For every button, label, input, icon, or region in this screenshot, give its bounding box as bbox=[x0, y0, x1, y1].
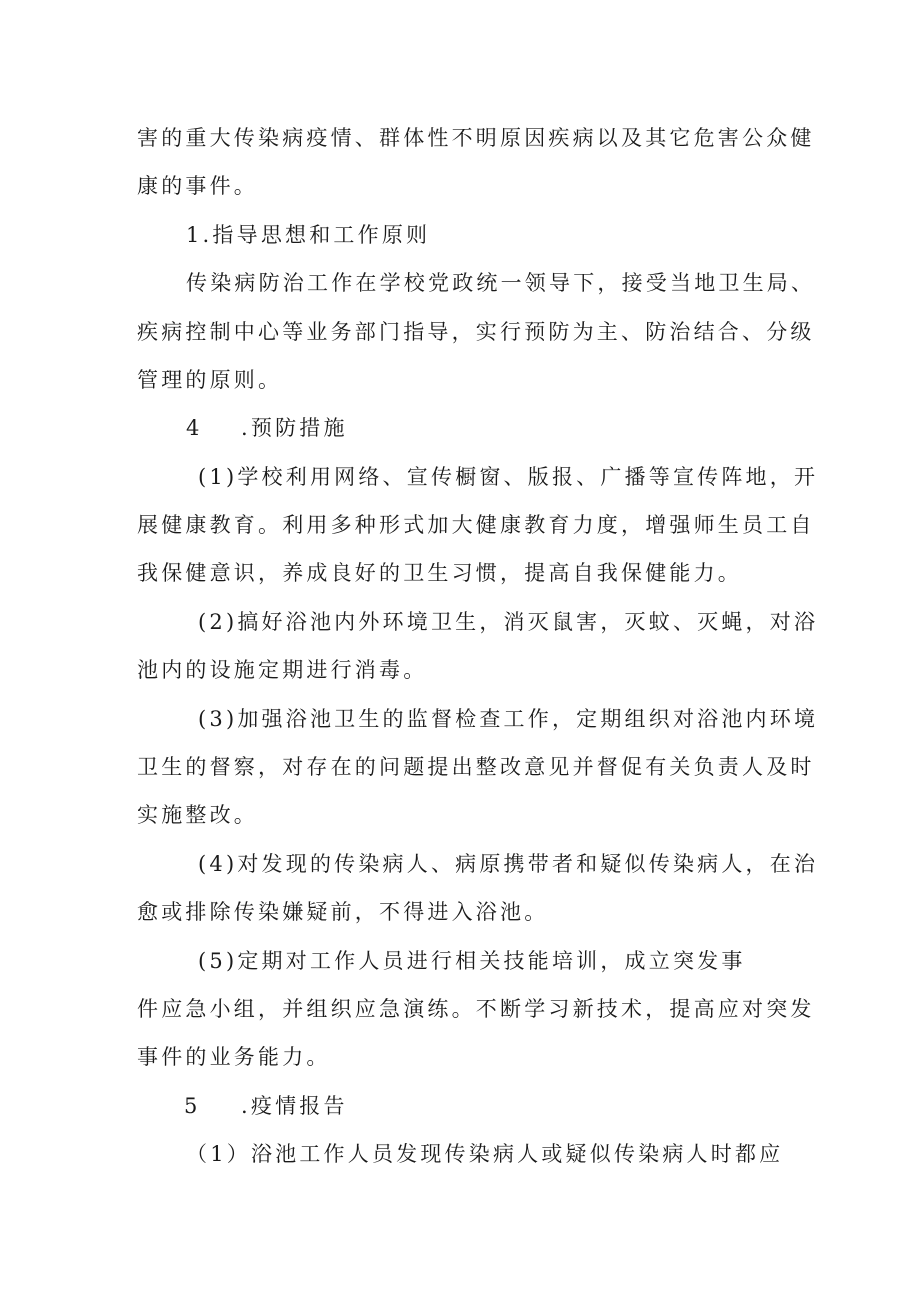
text-line: 管理的原则。 bbox=[137, 368, 283, 392]
text-line: 事件的业务能力。 bbox=[137, 1045, 331, 1069]
text-line: 康的事件。 bbox=[137, 174, 258, 198]
text-line: （1）浴池工作人员发现传染病人或疑似传染病人时都应 bbox=[186, 1142, 784, 1166]
text-line: 展健康教育。利用多种形式加大健康教育力度，增强师生员工自 bbox=[137, 513, 815, 537]
text-line: 实施整改。 bbox=[137, 803, 258, 827]
section-heading: .预防措施 bbox=[241, 416, 348, 440]
text-line: (5)定期对工作人员进行相关技能培训，成立突发事 bbox=[198, 949, 746, 973]
text-line: 卫生的督察，对存在的问题提出整改意见并督促有关负责人及时 bbox=[137, 755, 815, 779]
text-line: 害的重大传染病疫情、群体性不明原因疾病以及其它危害公众健 bbox=[137, 126, 815, 150]
text-line: (3)加强浴池卫生的监督检查工作，定期组织对浴池内环境 bbox=[198, 707, 819, 731]
section-number: 5 bbox=[184, 1094, 201, 1118]
text-line: 件应急小组，并组织应急演练。不断学习新技术，提高应对突发 bbox=[137, 997, 815, 1021]
section-heading: .疫情报告 bbox=[241, 1094, 348, 1118]
text-line: (4)对发现的传染病人、病原携带者和疑似传染病人，在治 bbox=[198, 852, 819, 876]
text-line: 愈或排除传染嫌疑前，不得进入浴池。 bbox=[137, 900, 549, 924]
section-heading: 1.指导思想和工作原则 bbox=[186, 223, 431, 247]
text-line: 传染病防治工作在学校党政统一领导下，接受当地卫生局、 bbox=[186, 271, 816, 295]
section-number: 4 bbox=[186, 416, 203, 440]
text-line: (1)学校利用网络、宣传橱窗、版报、广播等宣传阵地，开 bbox=[198, 465, 819, 489]
text-line: (2)搞好浴池内外环境卫生，消灭鼠害，灭蚊、灭蝇，对浴 bbox=[198, 610, 819, 634]
text-line: 我保健意识，养成良好的卫生习惯，提高自我保健能力。 bbox=[137, 561, 742, 585]
text-line: 池内的设施定期进行消毒。 bbox=[137, 658, 428, 682]
text-line: 疾病控制中心等业务部门指导，实行预防为主、防治结合、分级 bbox=[137, 320, 815, 344]
